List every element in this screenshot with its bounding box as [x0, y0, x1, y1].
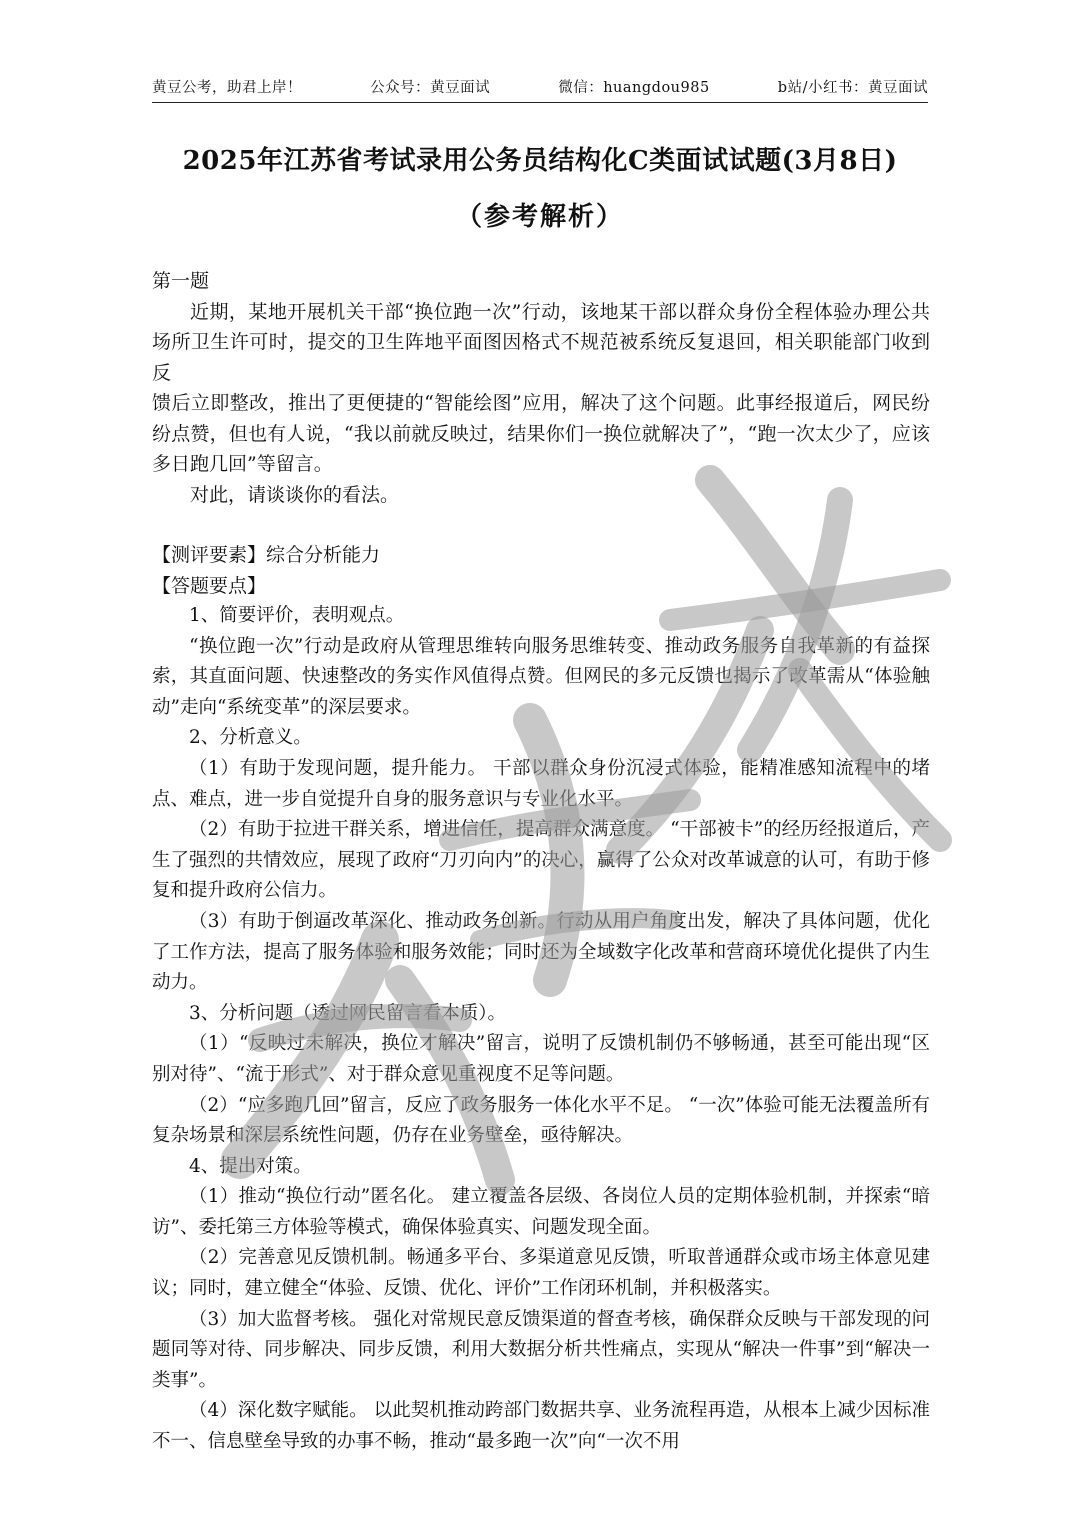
- section-2-point-2: （2）有助于拉进干群关系，增进信任，提高群众满意度。 “干部被卡”的经历经报道后，产生了强烈的共情效应，展现了政府“刀刃向内”的决心，赢得了公众对改革诚意的认可，有助于修复和提升政府公信力。: [152, 819, 930, 902]
- question-label: 第一题: [152, 270, 210, 292]
- section-1-body: “换位跑一次”行动是政府从管理思维转向服务思维转变、推动政务服务自我革新的有益探索，其直面问题、快速整改的务实作风值得点赞。但网民的多元反馈也揭示了改革需从“体验触动”走向“系统变革”的深层要求。: [152, 635, 930, 718]
- section-gap: [152, 510, 930, 540]
- section-4-point-2: （2）完善意见反馈机制。畅通多平台、多渠道意见反馈，听取普通群众或市场主体意见建议；同时，建立健全“体验、反馈、优化、评价”工作闭环机制，并积极落实。: [152, 1247, 930, 1300]
- document-body: [152, 266, 930, 1458]
- header-social: b站/小红书：黄豆面试: [777, 80, 928, 96]
- section-2-point-3: （3）有助于倒逼改革深化、推动政务创新。行动从用户角度出发，解决了具体问题，优化了工作方法，提高了服务体验和服务效能；同时还为全域数字化改革和营商环境优化提供了内生动力。: [152, 910, 930, 994]
- question-paragraph-1b: 馈后立即整改，推出了更便捷的“智能绘图”应用，解决了这个问题。此事经报道后，网民纷纷点赞，但也有人说，“我以前就反映过，结果你们一换位就解决了”，“跑一次太少了，应该多日跑几回”等留言。: [152, 392, 930, 475]
- section-3-point-2: （2）“应多跑几回”留言，反应了政务服务一体化水平不足。 “一次”体验可能无法覆盖所有复杂场景和深层系统性问题，仍存在业务壁垒，亟待解决。: [152, 1094, 930, 1147]
- question-prompt: 对此，请谈谈你的看法。: [190, 483, 400, 506]
- section-4-title: 4、提出对策。: [189, 1155, 312, 1177]
- section-3-point-1: （1）“反映过未解决，换位才解决”留言，说明了反馈机制仍不够畅通，甚至可能出现“区别对待”、“流于形式”、对于群众意见重视度不足等问题。: [152, 1033, 930, 1085]
- header-wechat: 微信：huangdou985: [558, 80, 710, 96]
- answer-points: [152, 601, 930, 1458]
- document-subtitle: （参考解析）: [455, 202, 624, 232]
- answer-header: 【答题要点】: [152, 574, 267, 597]
- header-slogan: 黄豆公考，助君上岸！: [152, 80, 302, 96]
- document-title: 2025年江苏省考试录用公务员结构化C类面试试题(3月8日): [182, 146, 898, 176]
- section-4-point-3: （3）加大监督考核。 强化对常规民意反馈渠道的督查考核，确保群众反映与干部发现的问题同等对待、同步解决、同步反馈，利用大数据分析共性痛点，实现从“解决一件事”到“解决一类事”。: [152, 1308, 930, 1391]
- section-4-point-4: （4）深化数字赋能。 以此契机推动跨部门数据共享、业务流程再造，从根本上减少因标准不一、信息壁垒导致的办事不畅，推动“最多跑一次”向“一次不用: [152, 1400, 930, 1453]
- header-public-account: 公众号：黄豆面试: [370, 80, 491, 96]
- section-1-title: 1、简要评价，表明观点。: [189, 605, 405, 626]
- section-3-title: 3、分析问题（透过网民留言看本质）。: [189, 1002, 507, 1024]
- question-paragraph-1a: 近期，某地开展机关干部“换位跑一次”行动，该地某干部以群众身份全程体验办理公共场所卫生许可时，提交的卫生阵地平面图因格式不规范被系统反复退回，相关职能部门收到反: [152, 300, 930, 384]
- evaluation-factor: 【测评要素】综合分析能力: [152, 544, 381, 566]
- section-2-title: 2、分析意义。: [189, 727, 312, 749]
- section-2-point-1: （1）有助于发现问题，提升能力。 干部以群众身份沉浸式体验，能精准感知流程中的堵点、难点，进一步自觉提升自身的服务意识与专业化水平。: [152, 757, 930, 810]
- page-header: [152, 76, 928, 103]
- section-4-point-1: （1）推动“换位行动”匿名化。 建立覆盖各层级、各岗位人员的定期体验机制，并探索“暗访”、委托第三方体验等模式，确保体验真实、问题发现全面。: [152, 1186, 930, 1238]
